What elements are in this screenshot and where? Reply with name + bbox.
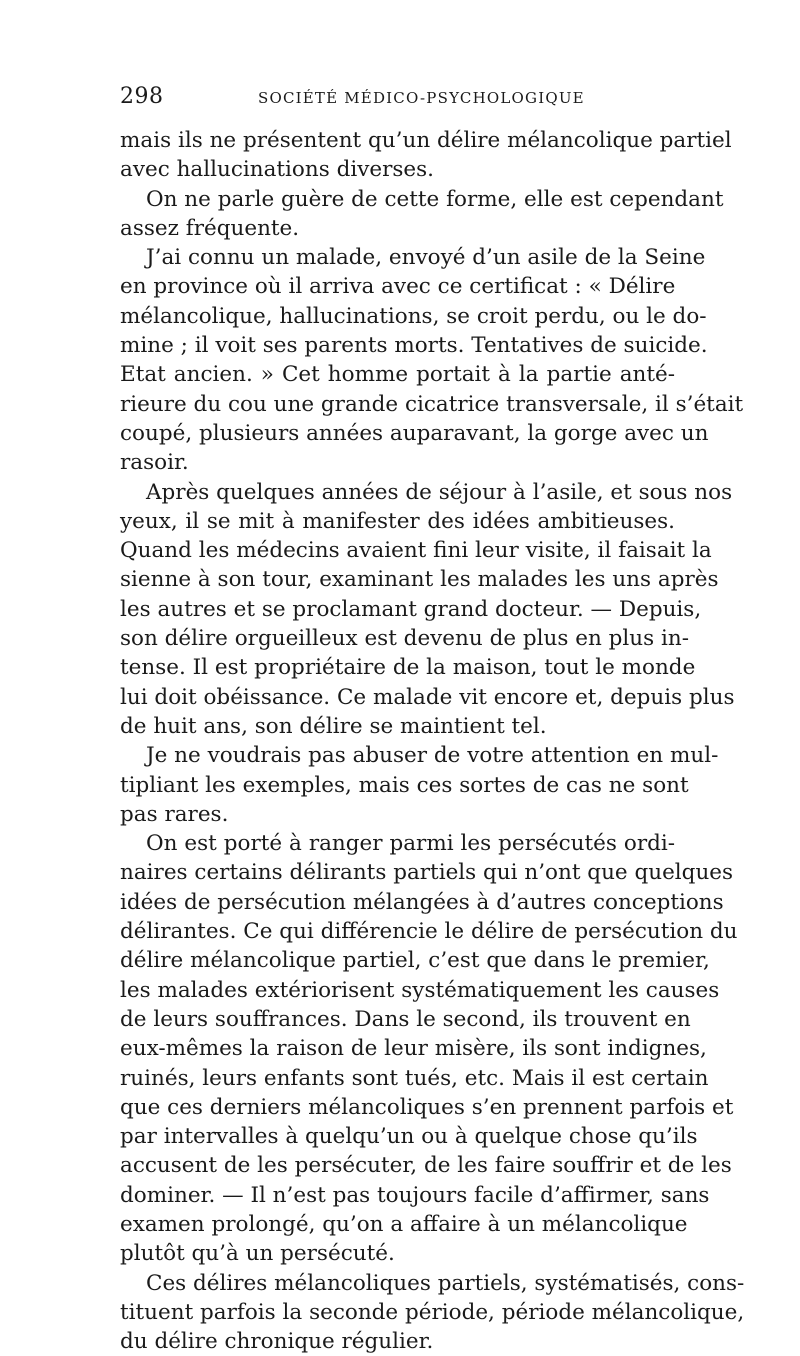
text-line: accusent de les persécuter, de les faire souffrir et de les: [120, 1153, 732, 1179]
text-line: mais ils ne présentent qu’un délire mélancolique partiel: [120, 128, 732, 153]
text-line: tense. Il est propriétaire de la maison, tout le monde: [120, 655, 696, 681]
text-line: les malades extériorisent systématiquement les causes: [120, 977, 720, 1003]
text-line: dominer. — Il n’est pas toujours facile d’affirmer, sans: [120, 1182, 710, 1208]
text-line: eux-mêmes la raison de leur misère, ils sont indignes,: [120, 1036, 707, 1062]
text-line: avec hallucinations diverses.: [120, 157, 434, 183]
text-line: en province où il arriva avec ce certificat : « Délire: [120, 274, 676, 300]
text-line: du délire chronique régulier.: [120, 1329, 434, 1355]
body-text: [120, 126, 745, 1356]
text-line: naires certains délirants partiels qui n’ont que quelques: [120, 860, 734, 886]
text-line: mine ; il voit ses parents morts. Tentatives de suicide.: [120, 333, 708, 359]
text-line: de huit ans, son délire se maintient tel.: [120, 713, 547, 739]
text-line: On ne parle guère de cette forme, elle est cependant: [146, 186, 724, 212]
text-line: Ces délires mélancoliques partiels, systématisés, cons-: [146, 1270, 745, 1296]
text-line: lui doit obéissance. Ce malade vit encore et, depuis plus: [120, 684, 735, 710]
text-line: rieure du cou une grande cicatrice transversale, il s’était: [120, 391, 744, 417]
text-line: délire mélancolique partiel, c’est que dans le premier,: [120, 948, 710, 974]
text-line: plutôt qu’à un persécuté.: [120, 1241, 395, 1267]
text-line: Après quelques années de séjour à l’asile, et sous nos: [146, 479, 733, 505]
text-line: délirantes. Ce qui différencie le délire de persécution du: [120, 919, 738, 945]
text-line: que ces derniers mélancoliques s’en prennent parfois et: [120, 1094, 734, 1120]
text-line: tipliant les exemples, mais ces sortes de cas ne sont: [120, 772, 689, 798]
text-line: ruinés, leurs enfants sont tués, etc. Mais il est certain: [120, 1065, 709, 1091]
text-line: Je ne voudrais pas abuser de votre attention en mul-: [146, 743, 719, 769]
text-line: les autres et se proclamant grand docteur. — Depuis,: [120, 596, 702, 622]
page-header: [120, 84, 680, 114]
text-line: On est porté à ranger parmi les persécutés ordi-: [146, 831, 675, 857]
text-line: de leurs souffrances. Dans le second, ils trouvent en: [120, 1006, 691, 1032]
text-line: sienne à son tour, examinant les malades les uns après: [120, 567, 719, 593]
text-line: Quand les médecins avaient fini leur visite, il faisait la: [120, 538, 712, 564]
text-line: coupé, plusieurs années auparavant, la gorge avec un: [120, 420, 709, 446]
text-line: pas rares.: [120, 801, 229, 827]
text-line: assez fréquente.: [120, 215, 300, 241]
text-line: Etat ancien. » Cet homme portait à la partie anté-: [120, 362, 675, 388]
text-line: idées de persécution mélangées à d’autres conceptions: [120, 889, 724, 915]
text-line: par intervalles à quelqu’un ou à quelque chose qu’ils: [120, 1124, 698, 1150]
text-line: tituent parfois la seconde période, période mélancolique,: [120, 1299, 745, 1325]
text-line: J’ai connu un malade, envoyé d’un asile de la Seine: [146, 245, 706, 271]
text-line: yeux, il se mit à manifester des idées ambitieuses.: [120, 508, 675, 534]
text-line: son délire orgueilleux est devenu de plus en plus in-: [120, 626, 689, 652]
page-number: 298: [120, 84, 164, 109]
text-line: mélancolique, hallucinations, se croit perdu, ou le do-: [120, 303, 707, 329]
running-head: SOCIÉTÉ MÉDICO-PSYCHOLOGIQUE: [258, 89, 585, 107]
text-line: rasoir.: [120, 450, 189, 476]
text-line: examen prolongé, qu’on a affaire à un mélancolique: [120, 1211, 688, 1237]
